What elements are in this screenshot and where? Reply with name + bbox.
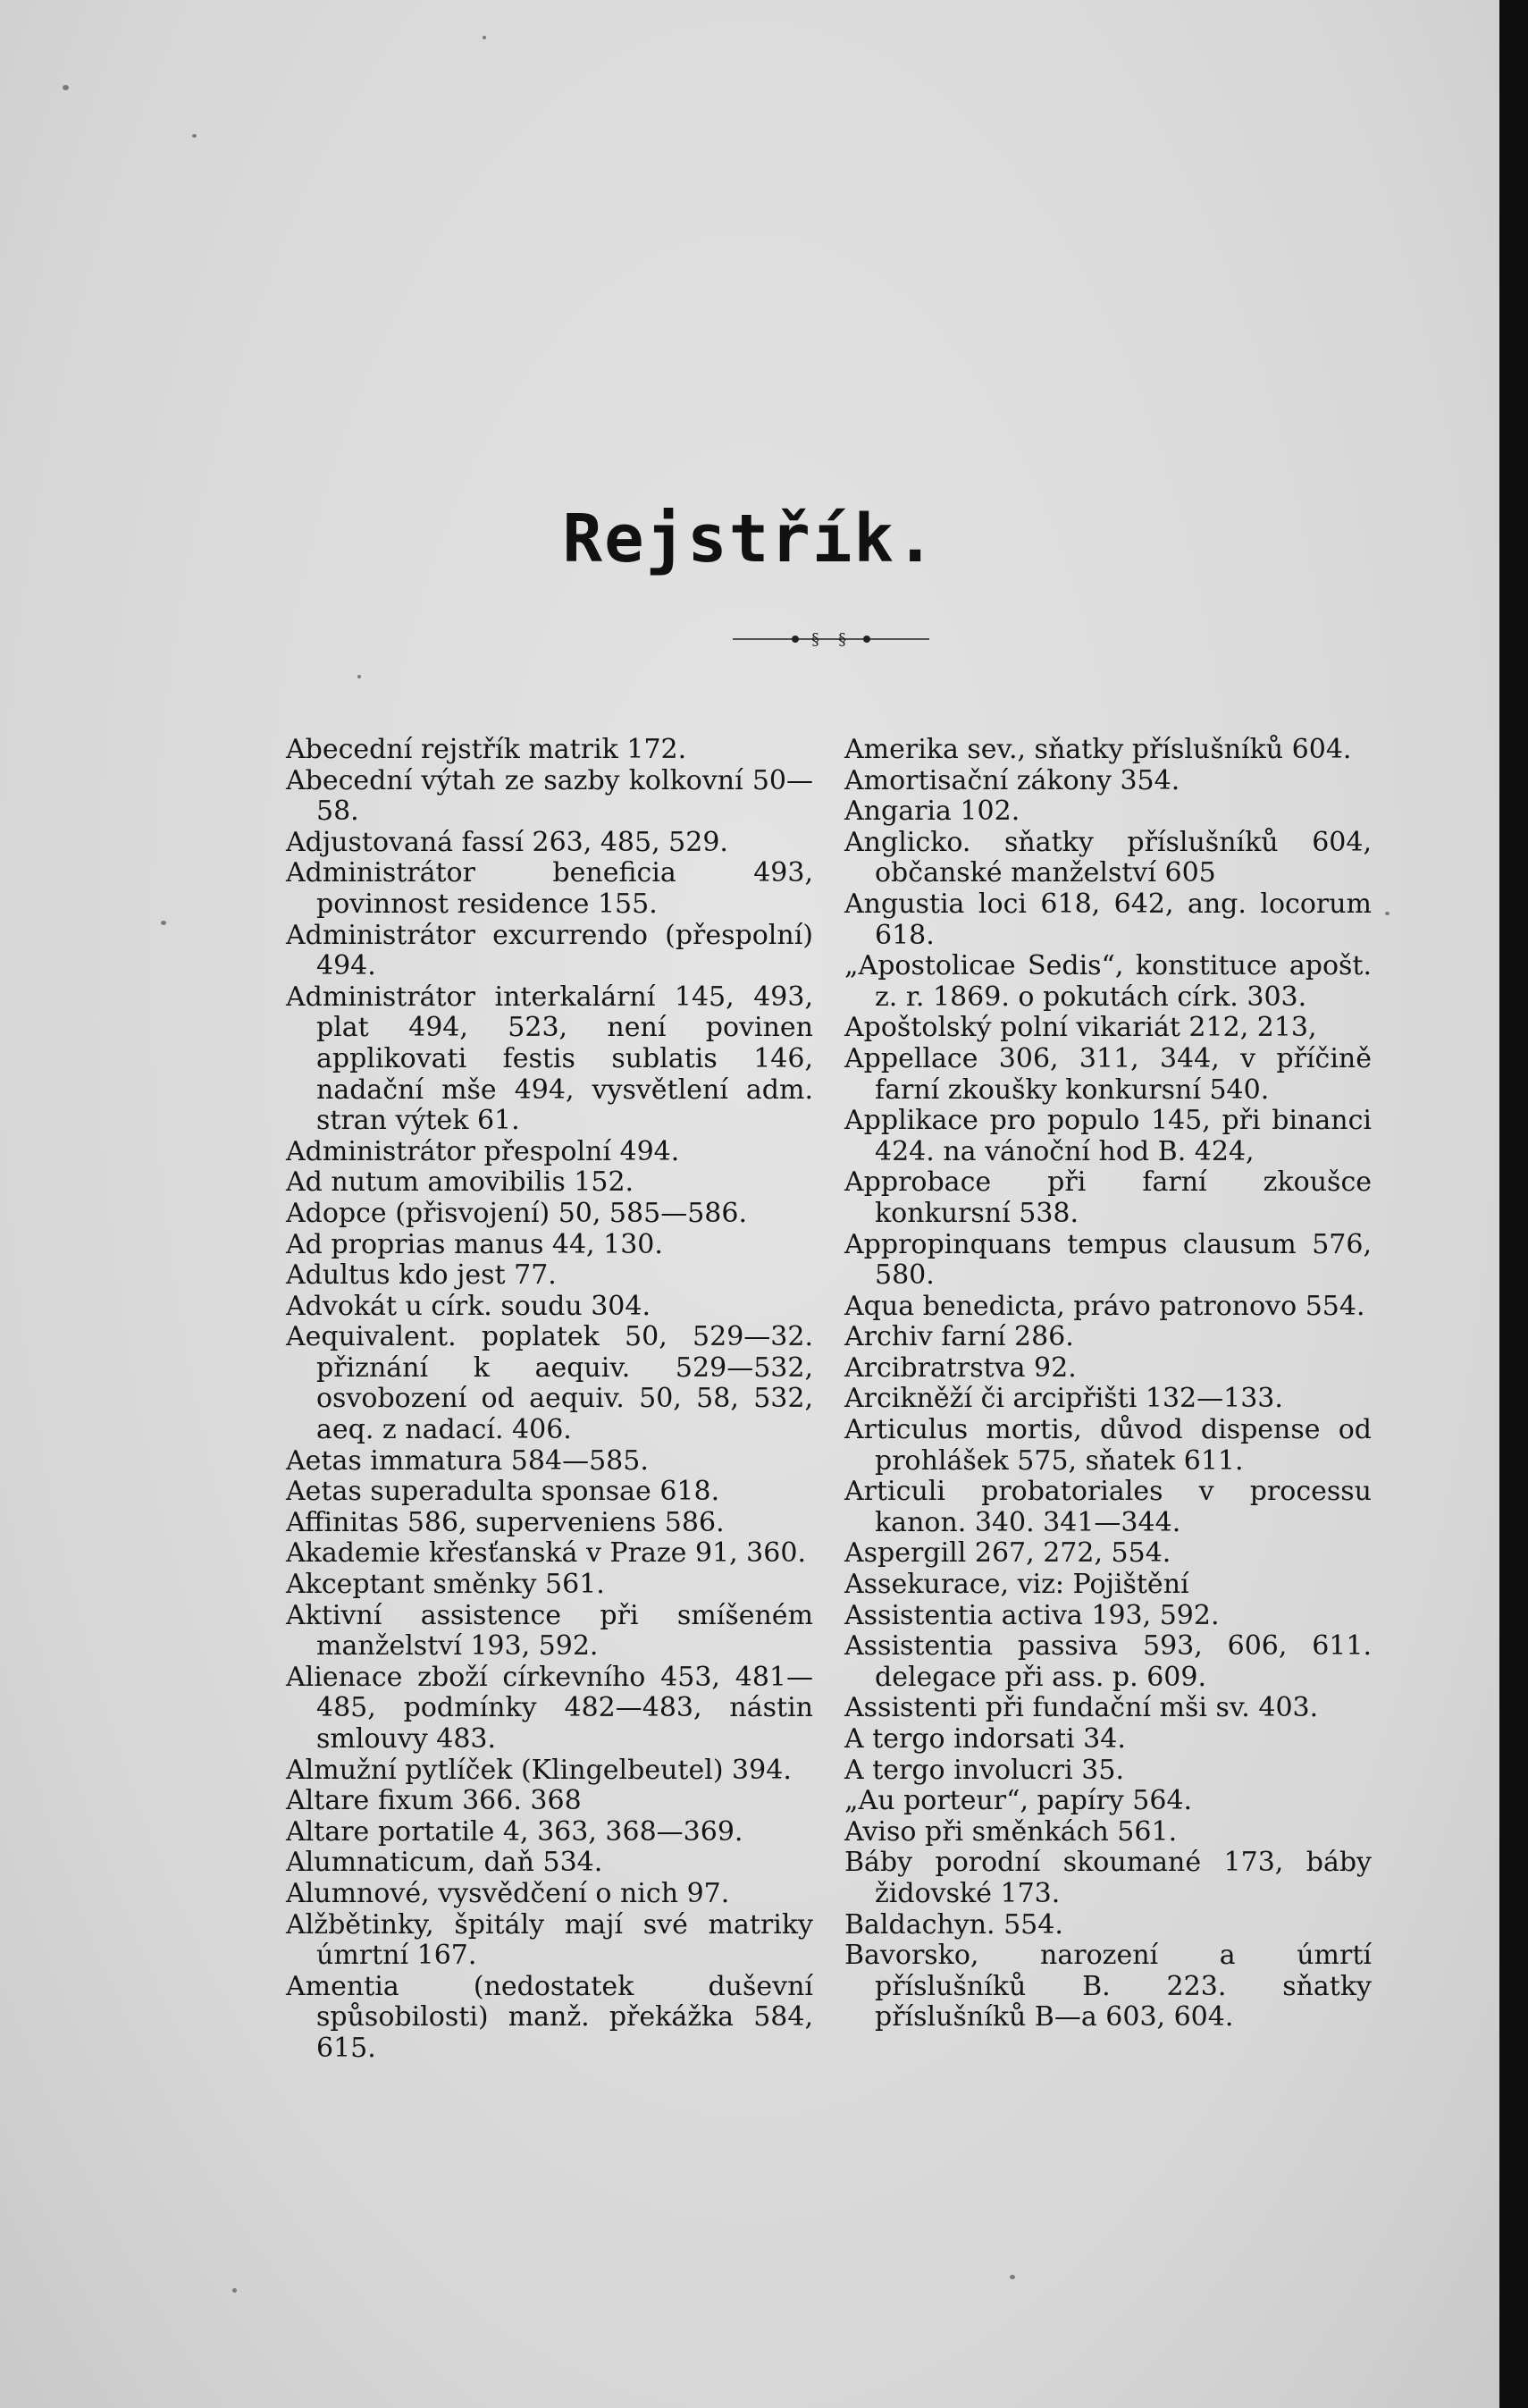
index-entry: Angaria 102. (844, 796, 1020, 828)
paper-speck (63, 85, 69, 90)
index-entry: Administrátor přespolní 494. (286, 1135, 680, 1167)
index-entry: Adopce (přisvojení) 50, 585—586. (286, 1197, 747, 1229)
index-entry: Abecední rejstřík matrik 172. (286, 734, 687, 765)
index-entry: Alienace zboží církevního 453, 481—485, podmínky 482—483, nástin smlouvy 483. (286, 1661, 813, 1755)
index-entry: A tergo involucri 35. (844, 1754, 1124, 1786)
paper-speck (357, 675, 361, 678)
index-entry: Ad nutum amovibilis 152. (286, 1166, 634, 1199)
title-ornament-divider (733, 630, 929, 648)
index-entry: Báby porodní skoumané 173, báby židovské 173. (844, 1847, 1372, 1909)
index-entry: Amentia (nedostatek duševní spůsobilosti) manž. překážka 584, 615. (286, 1970, 813, 2064)
index-entry: Ad proprias manus 44, 130. (286, 1228, 663, 1260)
paper-speck (192, 134, 197, 138)
index-entry: Advokát u círk. soudu 304. (286, 1290, 651, 1322)
paper-speck (1385, 912, 1389, 915)
index-entry: Articuli probatoriales v processu kanon. 340. 341—344. (844, 1476, 1372, 1538)
index-entry: Assekurace, viz: Pojištění (844, 1569, 1189, 1601)
index-entry: Affinitas 586, superveniens 586. (286, 1506, 725, 1538)
index-entry: Approbace při farní zkoušce konkursní 538. (844, 1166, 1372, 1229)
index-entry: Aviso při směnkách 561. (844, 1815, 1178, 1848)
index-column-left (286, 735, 813, 2065)
index-entry: Arcibratrstva 92. (844, 1351, 1077, 1384)
index-entry: Aetas superadulta sponsae 618. (286, 1476, 720, 1508)
index-entry: Altare fixum 366. 368 (286, 1785, 582, 1817)
page-title: Rejstřík. (562, 501, 937, 577)
index-entry: Akademie křesťanská v Praze 91, 360. (286, 1537, 806, 1570)
index-entry: „Apostolicae Sedis“, konstituce apošt. z. r. 1869. o pokutách círk. 303. (844, 950, 1372, 1013)
index-entry: Applikace pro populo 145, při binanci 424. na vánoční hod B. 424, (844, 1105, 1372, 1167)
index-entry: Adjustovaná fassí 263, 485, 529. (286, 826, 728, 858)
paper-speck (483, 36, 486, 39)
paper-speck (1010, 2275, 1015, 2279)
index-entry: Alumnové, vysvědčení o nich 97. (286, 1877, 730, 1909)
index-entry: Assistentia activa 193, 592. (844, 1599, 1220, 1631)
index-entry: Amortisační zákony 354. (844, 764, 1180, 796)
index-entry: Aequivalent. poplatek 50, 529—32. přiznání k aequiv. 529—532, osvobození od aequiv. 50, 58, 532, aeq. z nadací. 406. (286, 1321, 813, 1446)
index-entry: Adultus kdo jest 77. (286, 1259, 557, 1292)
index-entry: Appellace 306, 311, 344, v příčině farní zkoušky konkursní 540. (844, 1042, 1372, 1106)
index-entry: Altare portatile 4, 363, 368—369. (286, 1815, 743, 1848)
index-entry: Almužní pytlíček (Klingelbeutel) 394. (286, 1754, 792, 1786)
index-entry: Assistenti při fundační mši sv. 403. (844, 1692, 1319, 1724)
index-entry: Alžbětinky, špitály mají své matriky úmrtní 167. (286, 1908, 813, 1972)
index-entry: Amerika sev., sňatky příslušníků 604. (844, 734, 1352, 765)
index-entry: Aktivní assistence při smíšeném manželství 193, 592. (286, 1599, 813, 1663)
paper-speck (161, 921, 166, 925)
svg-text:§: § (838, 630, 846, 648)
index-entry: Administrátor beneficia 493, povinnost residence 155. (286, 857, 813, 920)
index-entry: A tergo indorsati 34. (844, 1723, 1126, 1755)
index-entry: Articulus mortis, důvod dispense od prohlášek 575, sňatek 611. (844, 1414, 1372, 1477)
index-entry: Apoštolský polní vikariát 212, 213, (844, 1012, 1317, 1044)
index-column-right (844, 735, 1372, 2033)
paper-speck (232, 2288, 237, 2293)
index-entry: Anglicko. sňatky příslušníků 604, občanské manželství 605 (844, 826, 1372, 889)
index-entry: Alumnaticum, daň 534. (286, 1847, 603, 1879)
index-entry: Arcikněží či arcipřišti 132—133. (844, 1383, 1283, 1415)
index-entry: Abecední výtah ze sazby kolkovní 50—58. (286, 764, 813, 828)
index-entry: Angustia loci 618, 642, ang. locorum 618. (844, 888, 1372, 951)
index-entry: Administrátor interkalární 145, 493, plat 494, 523, není povinen applikovati festis sublatis 146, nadační mše 494, vysvětlení adm. stran výtek 61. (286, 981, 813, 1137)
index-entry: Aspergill 267, 272, 554. (844, 1537, 1171, 1570)
index-entry: Bavorsko, narození a úmrtí příslušníků B. 223. sňatky příslušníků B—a 603, 604. (844, 1940, 1372, 2033)
index-entry: Aetas immatura 584—585. (286, 1444, 649, 1477)
index-entry: Akceptant směnky 561. (286, 1569, 605, 1601)
svg-text:§: § (811, 630, 819, 648)
index-entry: Administrátor excurrendo (přespolní) 494. (286, 919, 813, 982)
index-entry: Aqua benedicta, právo patronovo 554. (844, 1290, 1365, 1322)
index-entry: Appropinquans tempus clausum 576, 580. (844, 1228, 1372, 1292)
index-entry: Assistentia passiva 593, 606, 611. delegace při ass. p. 609. (844, 1630, 1372, 1693)
index-entry: Baldachyn. 554. (844, 1908, 1063, 1941)
page-edge-shadow (1499, 0, 1528, 2408)
index-entry: „Au porteur“, papíry 564. (844, 1785, 1193, 1817)
index-entry: Archiv farní 286. (844, 1321, 1074, 1353)
